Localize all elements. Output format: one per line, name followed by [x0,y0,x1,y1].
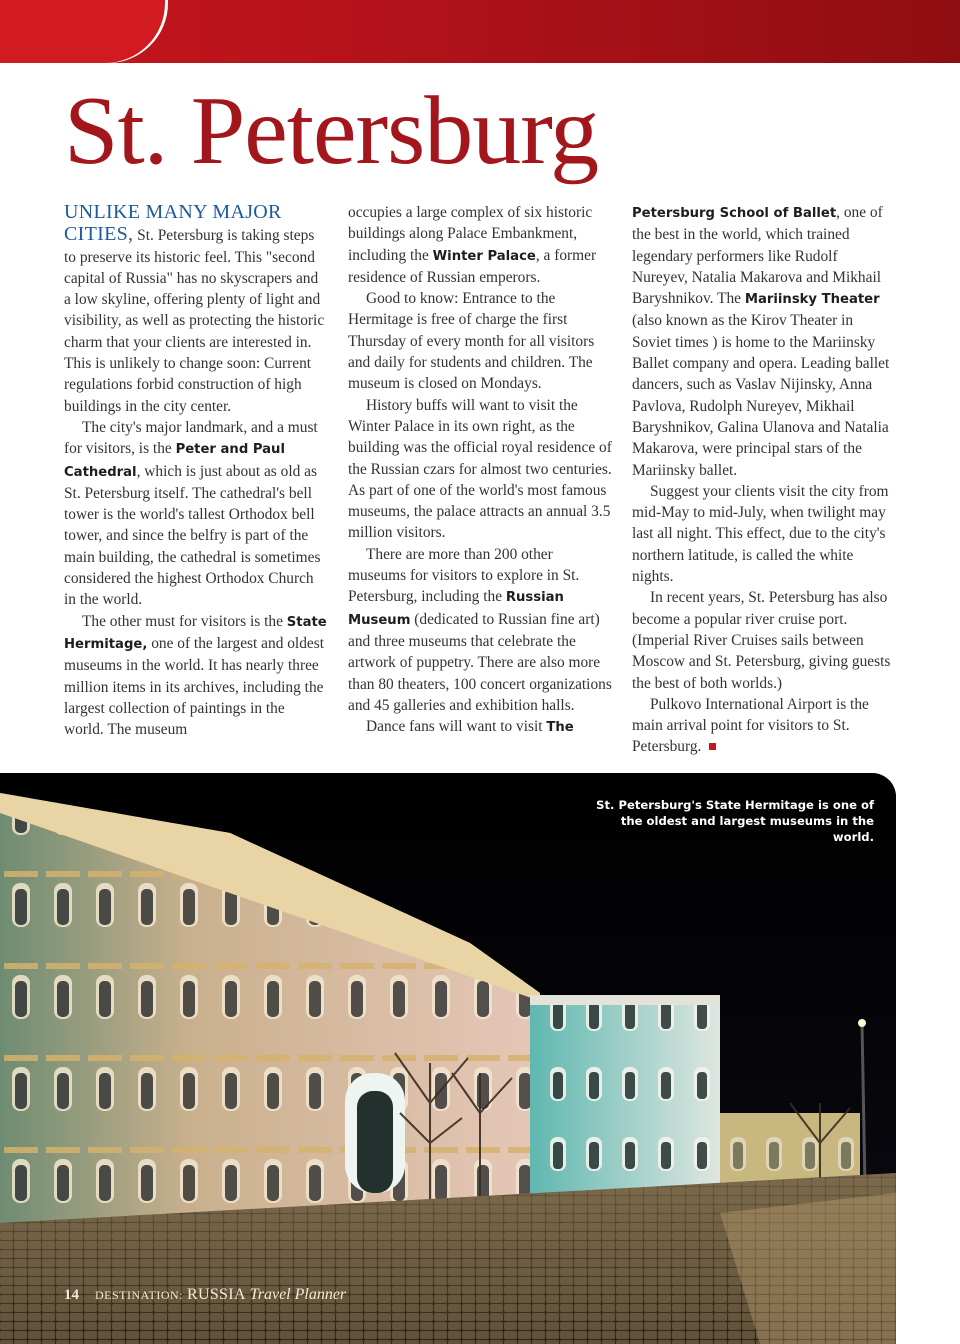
paragraph [348,544,612,716]
paragraph-text: , which is just about as old as St. Petersburg itself. The cathedral's bell tower is the world's tallest Orthodox bell tower, and since the belfry is part of the main building, the cathedral is sometimes considered the highest Orthodox Church in the world. [64,462,321,609]
paragraph: In recent years, St. Petersburg has also become a popular river cruise port. (Imperial River Cruises sails between Moscow and St. Petersburg, giving guests the best of both worlds.) [632,589,891,692]
page-title: St. Petersburg [64,77,599,185]
article-column-1 [64,202,328,740]
hermitage-night-photo [0,773,896,1344]
highlight-name: Mariinsky Theater [744,292,880,308]
page-footer [64,1286,346,1304]
paragraph [64,611,328,741]
paragraph-text: The city's major landmark, and a must for visitors, is the [64,418,318,458]
highlight-name: Peter and Paul Cathedral [64,442,285,480]
highlight-name: Petersburg School of Ballet [632,206,837,221]
paragraph [64,202,328,417]
page-number: 14 [64,1287,79,1303]
paragraph: History buffs will want to visit the Winter Palace in its own right, as the building was the official royal residence of the Russian czars for almost two centuries. As part of one of the world's most famous museums, the palace attracts an annual 3.5 million visitors. [348,396,612,542]
paragraph-text: The other must for visitors is the [82,612,287,630]
footer-country: RUSSIA [187,1286,246,1303]
paragraph-text: , a former residence of Russian emperors. [348,246,597,286]
paragraph [64,417,328,611]
paragraph-text: St. Petersburg is taking steps to preserve its historic feel. This "second capital of Russia" has no skyscrapers and a low skyline, offering plenty of light and visibility, as well as protecting the historic charm that your clients are interested in. This is unlikely to change soon: Current regulations forbid construction of high buildings in the city center. [64,227,325,415]
highlight-name: The [546,720,574,736]
paragraph [348,202,612,288]
paragraph: Good to know: Entrance to the Hermitage is free of charge the first Thursday of every month for all visitors and daily for students and children. The museum is closed on Mondays. [348,290,595,393]
paragraph: Suggest your clients visit the city from mid-May to mid-July, when twilight may last all night. This effect, due to the city's northern latitude, is called the white nights. [632,482,889,586]
paragraph [632,202,896,481]
paragraph [632,694,896,758]
lead-in: UNLIKE MANY MAJOR CITIES, [64,201,282,246]
photo-caption: St. Petersburg's State Hermitage is one of the oldest and largest museums in the world. [596,798,874,844]
footer-destination: DESTINATION: [95,1288,183,1302]
highlight-name: Winter Palace [432,248,536,264]
paragraph-text: Pulkovo International Airport is the main arrival point for visitors to St. Petersburg. [632,695,869,756]
paragraph-text: (dedicated to Russian fine art) and three museums that celebrate the artwork of puppetry. There are also more than 80 theaters, 100 concert organizations and 45 galleries and exhibition halls. [348,610,612,714]
end-of-article-mark [709,743,716,750]
paragraph-text: , one of the best in the world, which trained legendary performers like Rudolf Nureyev, Natalia Makarova and Mikhail Baryshnikov. The [632,204,883,308]
paragraph-text: Dance fans will want to visit [366,718,547,736]
paragraph-text: one of the largest and oldest museums in the world. It has nearly three million items in its archives, including the largest collection of paintings in the world. The museum [64,634,325,739]
footer-planner: Travel Planner [249,1286,347,1303]
paragraph-text: There are more than 200 other museums for visitors to explore in St. Petersburg, including the [348,545,580,606]
paragraph-text: (also known as the Kirov Theater in Soviet times ) is home to the Mariinsky Ballet company and opera. Leading ballet dancers, such as Vaslav Nijinsky, Anna Pavlova, Rudolph Nureyev, Mikhail Baryshnikov, Galina Ulanova and Natalia Makarova, were principal stars of the Mariinsky ballet. [632,312,890,479]
paragraph-text: occupies a large complex of six historic buildings along Palace Embankment, including the [348,204,593,264]
article-column-2 [348,202,612,738]
paragraph [348,716,612,738]
hermitage-illustration [0,773,896,1344]
highlight-name: Russian Museum [348,590,564,628]
highlight-name: State Hermitage, [64,614,327,652]
article-column-3 [632,202,896,758]
